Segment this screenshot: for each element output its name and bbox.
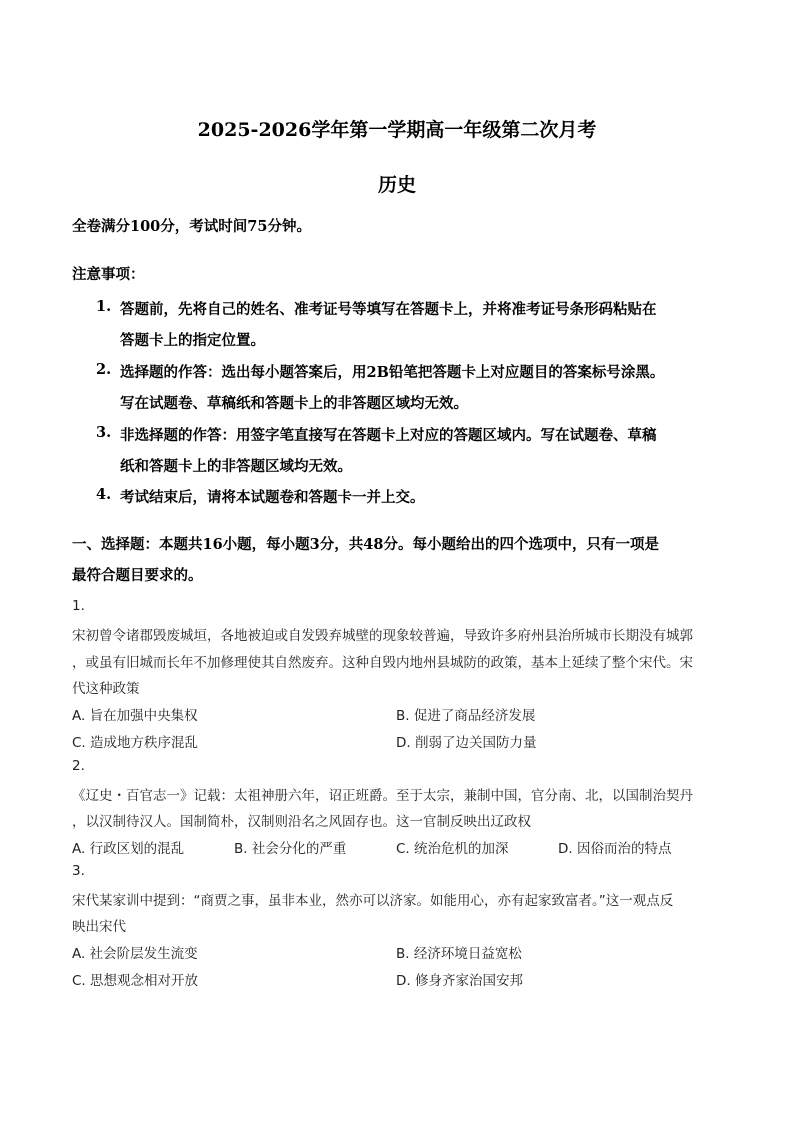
question-1-line1: 宋初曾令诸郡毁废城垣，各地被迫或自发毁弃城壁的现象较普遍，导致许多府州县治所城市长期没有城郭: [72, 628, 693, 644]
notice-item-2-line1: 选择题的作答：选出每小题答案后，用2B铅笔把答题卡上对应题目的答案标号涂黑。: [120, 364, 665, 381]
question-2-line2: ，以汉制待汉人。国制简朴，汉制则沿名之风固存也。这一官制反映出辽政权: [72, 814, 531, 830]
notice-item-1-num: 1.: [96, 298, 112, 315]
question-1-line3: 代这种政策: [72, 681, 140, 697]
question-2-option-d[interactable]: D. 因俗而治的特点: [558, 841, 672, 857]
question-2-option-c[interactable]: C. 统治危机的加深: [396, 841, 509, 857]
question-1-option-b[interactable]: B. 促进了商品经济发展: [396, 708, 536, 724]
question-3-number: 3.: [72, 863, 85, 879]
question-3-option-d[interactable]: D. 修身齐家治国安邦: [396, 973, 523, 989]
section-heading-line2: 最符合题目要求的。: [72, 567, 203, 584]
question-3-option-b[interactable]: B. 经济环境日益宽松: [396, 946, 522, 962]
subject-title: 历史: [377, 174, 416, 196]
question-1-option-a[interactable]: A. 旨在加强中央集权: [72, 708, 198, 724]
notice-item-3-line2: 纸和答题卡上的非答题区域均无效。: [120, 458, 352, 475]
question-1-option-d[interactable]: D. 削弱了边关国防力量: [396, 735, 537, 751]
notice-item-2-line2: 写在试题卷、草稿纸和答题卡上的非答题区域均无效。: [120, 395, 468, 412]
question-1-number: 1.: [72, 598, 85, 614]
question-2-option-b[interactable]: B. 社会分化的严重: [234, 841, 347, 857]
question-3-option-a[interactable]: A. 社会阶层发生流变: [72, 946, 198, 962]
section-heading-line1: 一、选择题：本题共16小题，每小题3分，共48分。每小题给出的四个选项中，只有一项是: [72, 536, 659, 553]
question-3-line1: 宋代某家训中提到：“商贾之事，虽非本业，然亦可以济家。如能用心，亦有起家致富者。”这一观点反: [72, 893, 674, 909]
question-1-option-c[interactable]: C. 造成地方秩序混乱: [72, 735, 199, 751]
score-info: 全卷满分100分，考试时间75分钟。: [72, 218, 311, 235]
question-2-number: 2.: [72, 758, 85, 774]
notice-item-2-num: 2.: [96, 361, 112, 378]
question-2-option-a[interactable]: A. 行政区划的混乱: [72, 841, 185, 857]
notice-item-4-line1: 考试结束后，请将本试题卷和答题卡一并上交。: [120, 489, 425, 506]
question-3-line2: 映出宋代: [72, 919, 126, 935]
notice-item-1-line1: 答题前，先将自己的姓名、准考证号等填写在答题卡上，并将准考证号条形码粘贴在: [120, 301, 657, 318]
question-3-option-c[interactable]: C. 思想观念相对开放: [72, 973, 199, 989]
notice-item-1-line2: 答题卡上的指定位置。: [120, 332, 265, 349]
question-1-line2: ，或虽有旧城而长年不加修理使其自然废弃。这种自毁内地州县城防的政策，基本上延续了整个宋代。宋: [72, 655, 693, 671]
exam-title: 2025-2026学年第一学期高一年级第二次月考: [197, 119, 597, 141]
notice-item-4-num: 4.: [96, 486, 112, 503]
notice-heading: 注意事项：: [72, 266, 145, 283]
notice-item-3-num: 3.: [96, 424, 112, 441]
notice-item-3-line1: 非选择题的作答：用签字笔直接写在答题卡上对应的答题区域内。写在试题卷、草稿: [120, 427, 657, 444]
question-2-line1: 《辽史・百官志一》记载：太祖神册六年，诏正班爵。至于太宗，兼制中国，官分南、北，以国制治契丹: [72, 788, 693, 804]
